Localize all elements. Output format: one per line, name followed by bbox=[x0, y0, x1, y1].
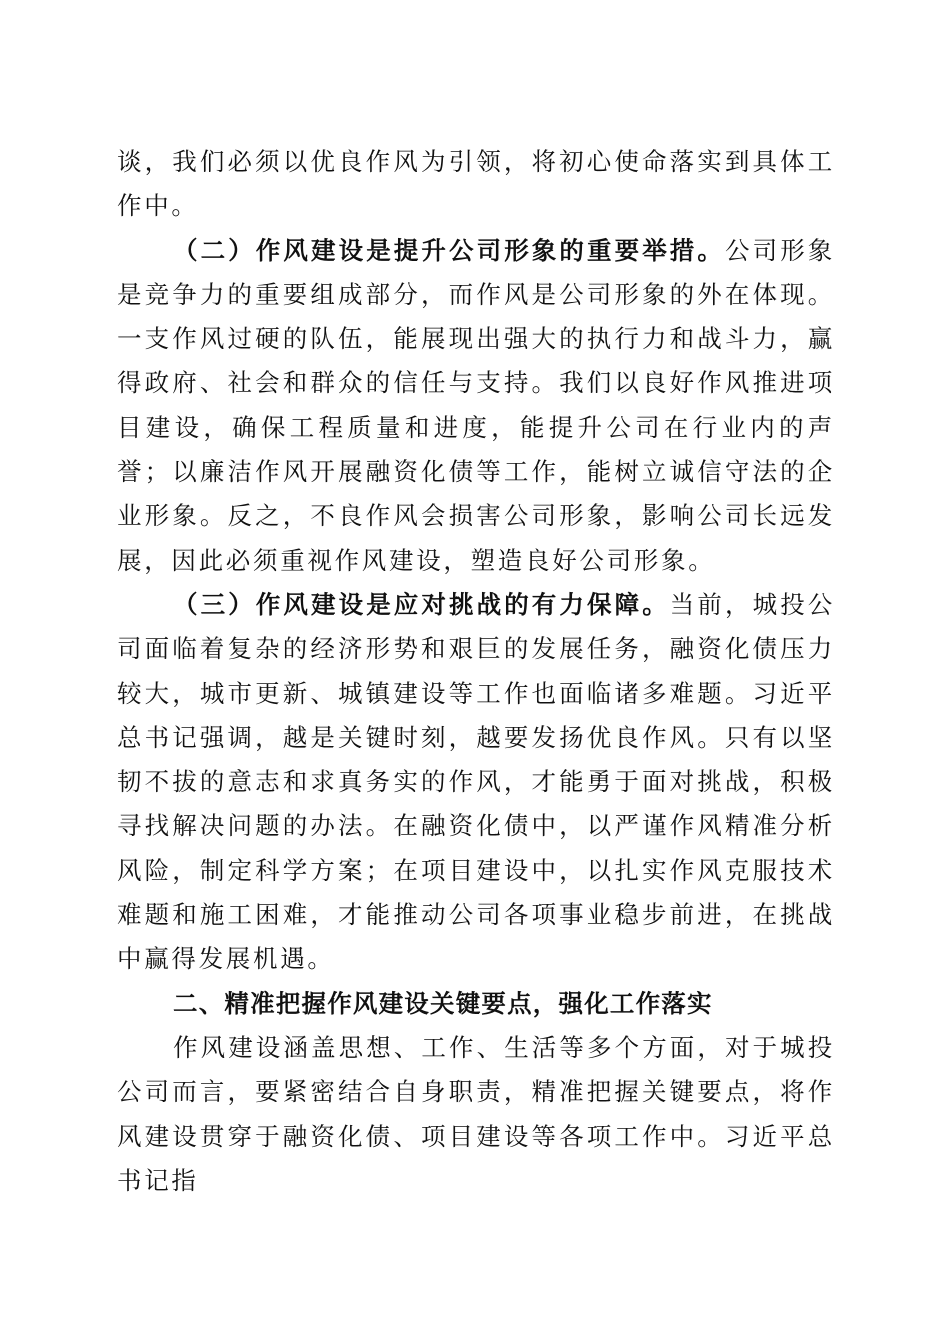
paragraph-section-3 bbox=[117, 583, 835, 982]
paragraph-text: 谈，我们必须以优良作风为引领，将初心使命落实到具体工作中。 bbox=[117, 147, 835, 221]
section-lead-sentence: （二）作风建设是提升公司形象的重要举措。 bbox=[173, 235, 725, 265]
paragraph-section-2 bbox=[117, 229, 835, 583]
section-lead-sentence: （三）作风建设是应对挑战的有力保障。 bbox=[173, 589, 670, 619]
paragraph-text: 公司形象是竞争力的重要组成部分，而作风是公司形象的外在体现。一支作风过硬的队伍，能展现出强大的执行力和战斗力，赢得政府、社会和群众的信任与支持。我们以良好作风推进项目建设，确保工程质量和进度，能提升公司在行业内的声誉；以廉洁作风开展融资化债等工作，能树立诚信守法的企业形象。反之，不良作风会损害公司形象，影响公司长远发展，因此必须重视作风建设，塑造良好公司形象。 bbox=[117, 235, 835, 575]
paragraph-section-two-intro bbox=[117, 1026, 835, 1203]
section-heading: 二、精准把握作风建设关键要点，强化工作落实 bbox=[173, 988, 713, 1018]
paragraph-intro-continuation bbox=[117, 140, 835, 229]
document-body bbox=[117, 140, 835, 1203]
paragraph-text: 作风建设涵盖思想、工作、生活等多个方面，对于城投公司而言，要紧密结合自身职责，精准把握关键要点，将作风建设贯穿于融资化债、项目建设等各项工作中。习近平总书记指 bbox=[117, 1032, 835, 1195]
paragraph-text: 当前，城投公司面临着复杂的经济形势和艰巨的发展任务，融资化债压力较大，城市更新、城镇建设等工作也面临诸多难题。习近平总书记强调，越是关键时刻，越要发扬优良作风。只有以坚韧不拔的意志和求真务实的作风，才能勇于面对挑战，积极寻找解决问题的办法。在融资化债中，以严谨作风精准分析风险，制定科学方案；在项目建设中，以扎实作风克服技术难题和施工困难，才能推动公司各项事业稳步前进，在挑战中赢得发展机遇。 bbox=[117, 589, 835, 974]
